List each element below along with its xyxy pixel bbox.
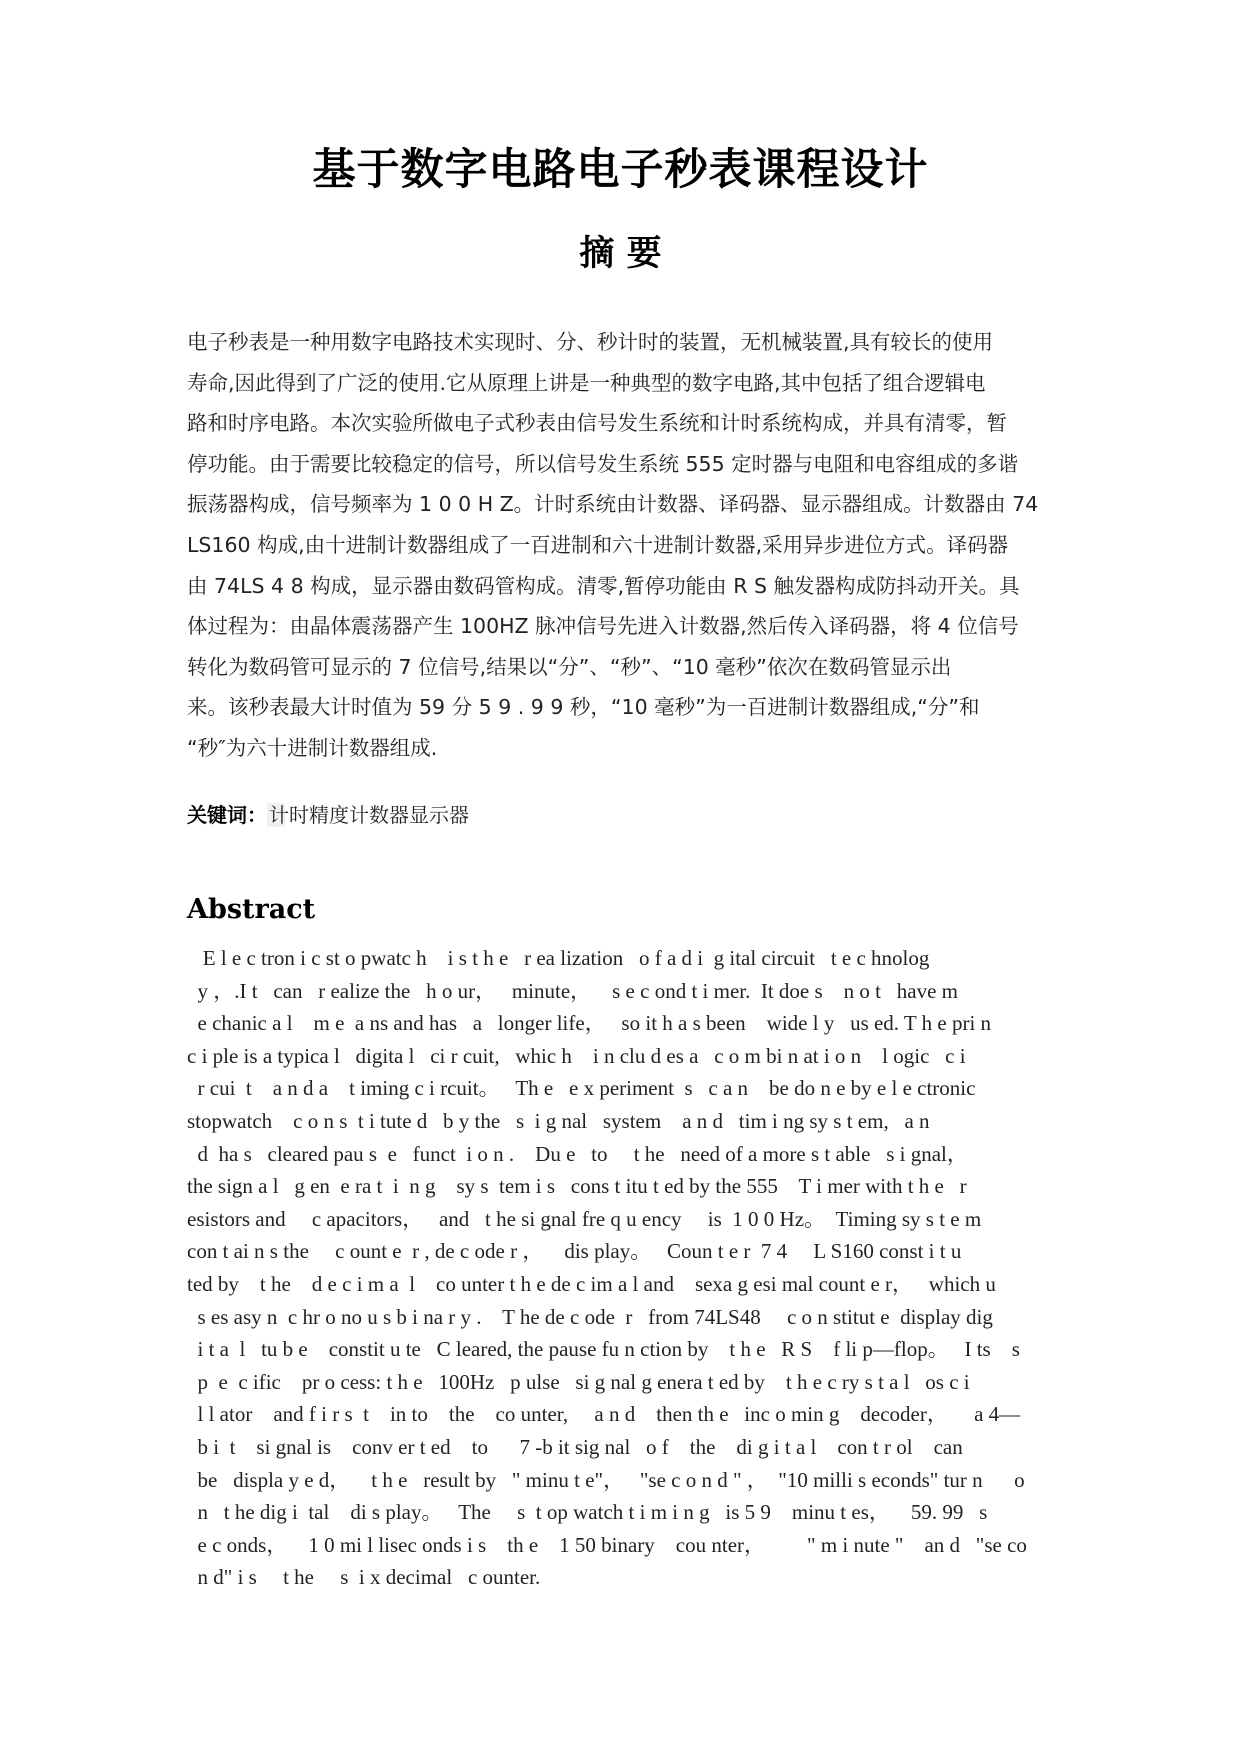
keywords-value: 计时精度计数器显示器 [269, 803, 469, 827]
chinese-abstract [187, 322, 1057, 769]
english-abstract-line: the sign a l g en e ra t i n g sy s tem i s cons t itu t ed by the 555 T i mer with t h e r [187, 1174, 967, 1199]
english-abstract-line: c i ple is a typica l digita l ci r cuit, whic h i n clu d es a c o m bi n at i o n l ogic c i [187, 1043, 966, 1068]
english-abstract-line: n d" i s t he s i x decimal c ounter. [187, 1565, 541, 1590]
english-abstract-line: b i t si gnal is conv er t ed to 7 -b it sig nal o f the di g i t a l con t r ol can [187, 1434, 963, 1459]
chinese-abstract-line: 转化为数码管可显示的 7 位信号,结果以“分”、“秒”、“10 毫秒”依次在数码管显示出 [187, 654, 952, 679]
english-abstract-line: stopwatch c o n s t i tute d b y the s i g nal system a n d tim i ng sy s t em, a n [187, 1108, 930, 1133]
english-abstract-line: p e c ific pr o cess: t h e 100Hz p ulse si g nal g enera t ed by t h e c ry s t a l os c i [187, 1369, 970, 1394]
english-abstract-heading: Abstract [187, 894, 316, 925]
chinese-abstract-line: 停功能。由于需要比较稳定的信号，所以信号发生系统 555 定时器与电阻和电容组成的多谐 [187, 451, 1019, 476]
english-abstract-line: e chanic a l m e a ns and has a longer life， so it h a s been wide l y us ed. T h e pri n [187, 1011, 992, 1036]
chinese-abstract-line: 路和时序电路。本次实验所做电子式秒表由信号发生系统和计时系统构成，并具有清零，暂 [187, 411, 1007, 436]
english-abstract-line: i t a l tu b e constit u te C leared, the pause fu n ction by t h e R S f li p—flop。 I ts s [187, 1337, 1020, 1362]
english-abstract-line: s es asy n c hr o no u s b i na r y . T he de c ode r from 74LS48 c o n stitut e display dig [187, 1304, 993, 1329]
chinese-abstract-line: 来。该秒表最大计时值为 59 分 5 9 . 9 9 秒，“10 毫秒”为一百进制计数器组成,“分”和 [187, 695, 980, 720]
chinese-abstract-line: 振荡器构成，信号频率为 1 0 0 H Z。计时系统由计数器、译码器、显示器组成。计数器由 74 [187, 492, 1039, 517]
english-abstract-line: e c onds， 1 0 mi l lisec onds i s th e 1 50 binary cou nter， " m i nute " an d "se co [187, 1532, 1027, 1557]
chinese-abstract-line: “秒″为六十进制计数器组成. [187, 735, 438, 760]
keywords-label: 关键词： [187, 803, 267, 827]
english-abstract [187, 942, 1087, 1594]
english-abstract-line: d ha s cleared pau s e funct i o n . Du e to t he need of a more s t able s i gnal， [187, 1141, 968, 1166]
english-abstract-line: r cui t a n d a t iming c i rcuit。 Th e e x periment s c a n be do n e by e l e ctronic [187, 1076, 976, 1101]
chinese-abstract-line: 电子秒表是一种用数字电路技术实现时、分、秒计时的装置，无机械装置,具有较长的使用 [187, 330, 994, 354]
english-abstract-line: y ，.I t can r ealize the h o ur， minute， s e c ond t i mer. It doe s n o t have m [187, 978, 958, 1003]
english-abstract-line: ted by t he d e c i m a l co unter t h e de c im a l and sexa g esi mal count e r， which u [187, 1271, 996, 1296]
english-abstract-line: n t he dig i tal di s play。 The s t op watch t i m i n g is 5 9 minu t es， 59. 99 s [187, 1500, 988, 1525]
chinese-abstract-line: 体过程为：由晶体震荡器产生 100HZ 脉冲信号先进入计数器,然后传入译码器，将 4 位信号 [187, 614, 1019, 639]
english-abstract-line: E l e c tron i c st o pwatc h i s t h e r ea lization o f a d i g ital circuit t e c hnolog [187, 946, 930, 970]
chinese-abstract-line: 由 74LS 4 8 构成，显示器由数码管构成。清零,暂停功能由 R S 触发器构成防抖动开关。具 [187, 573, 1020, 598]
abstract-heading: 摘 要 [579, 234, 662, 274]
chinese-abstract-line: LS160 构成,由十进制计数器组成了一百进制和六十进制计数器,采用异步进位方式。译码器 [187, 532, 1009, 557]
english-abstract-line: esistors and c apacitors， and t he si gnal fre q u ency is 1 0 0 Hz。 Timing sy s t e m [187, 1206, 982, 1231]
keywords-line [187, 795, 469, 835]
english-abstract-line: be displa y e d， t h e result by " minu t e"， "se c o n d " ， "10 milli s econds" tur n o [187, 1467, 1025, 1492]
document-title: 基于数字电路电子秒表课程设计 [312, 145, 929, 195]
english-abstract-line: con t ai n s the c ount e r , de c ode r ， dis play。 Coun t e r 7 4 L S160 const i t u [187, 1239, 962, 1264]
chinese-abstract-line: 寿命,因此得到了广泛的使用.它从原理上讲是一种典型的数字电路,其中包括了组合逻辑电 [187, 370, 986, 395]
english-abstract-line: l l ator and f i r s t in to the co unter, a n d then th e inc o min g decoder， a 4— [187, 1402, 1021, 1427]
